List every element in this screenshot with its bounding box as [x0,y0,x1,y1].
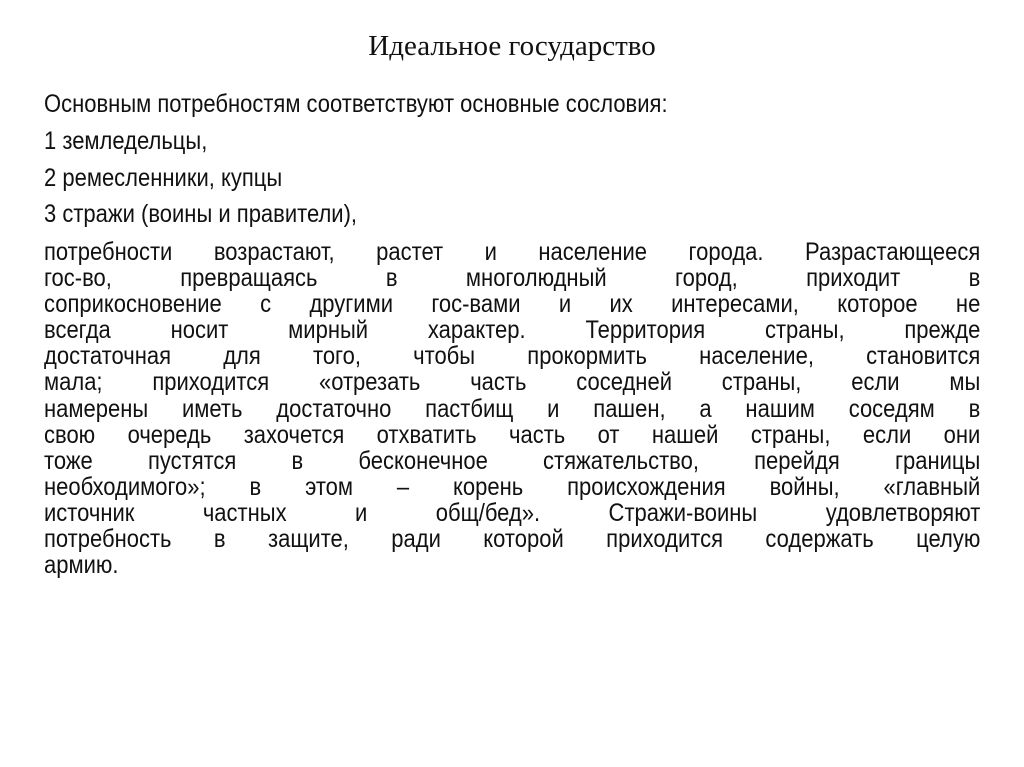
paragraph-line: соприкосновение с другими гос-вами и их интересами, которое не [44,290,981,319]
list-item: 2 ремесленники, купцы [44,164,283,192]
body-paragraph [44,239,980,578]
paragraph-line: достаточная для того, чтобы прокормить население, становится [44,342,981,371]
slide-title: Идеальное государство [368,30,656,62]
paragraph-line: источник частных и общ/бед». Стражи-воины удовлетворяют [44,498,981,527]
list-item: 3 стражи (воины и правители), [44,200,358,228]
intro-text: Основным потребностям соответствуют основные сословия: [44,90,668,118]
paragraph-line: потребность в защите, ради которой приходится содержать целую [44,525,981,554]
paragraph-line: армию. [44,551,119,580]
paragraph-line: свою очередь захочется отхватить часть от нашей страны, если они [44,420,981,449]
paragraph-line: намерены иметь достаточно пастбищ и пашен, а нашим соседям в [44,394,981,423]
paragraph-line: тоже пустятся в бесконечное стяжательство, перейдя границы [44,446,981,475]
paragraph-line: всегда носит мирный характер. Территория страны, прежде [44,316,981,345]
paragraph-line: необходимого»; в этом – корень происхождения войны, «главный [44,472,981,501]
list-item: 1 земледельцы, [44,127,208,155]
paragraph-line: гос-во, превращаясь в многолюдный город, приходит в [44,264,981,293]
paragraph-line: потребности возрастают, растет и население города. Разрастающееся [44,238,981,266]
paragraph-line: мала; приходится «отрезать часть соседней страны, если мы [44,368,981,397]
